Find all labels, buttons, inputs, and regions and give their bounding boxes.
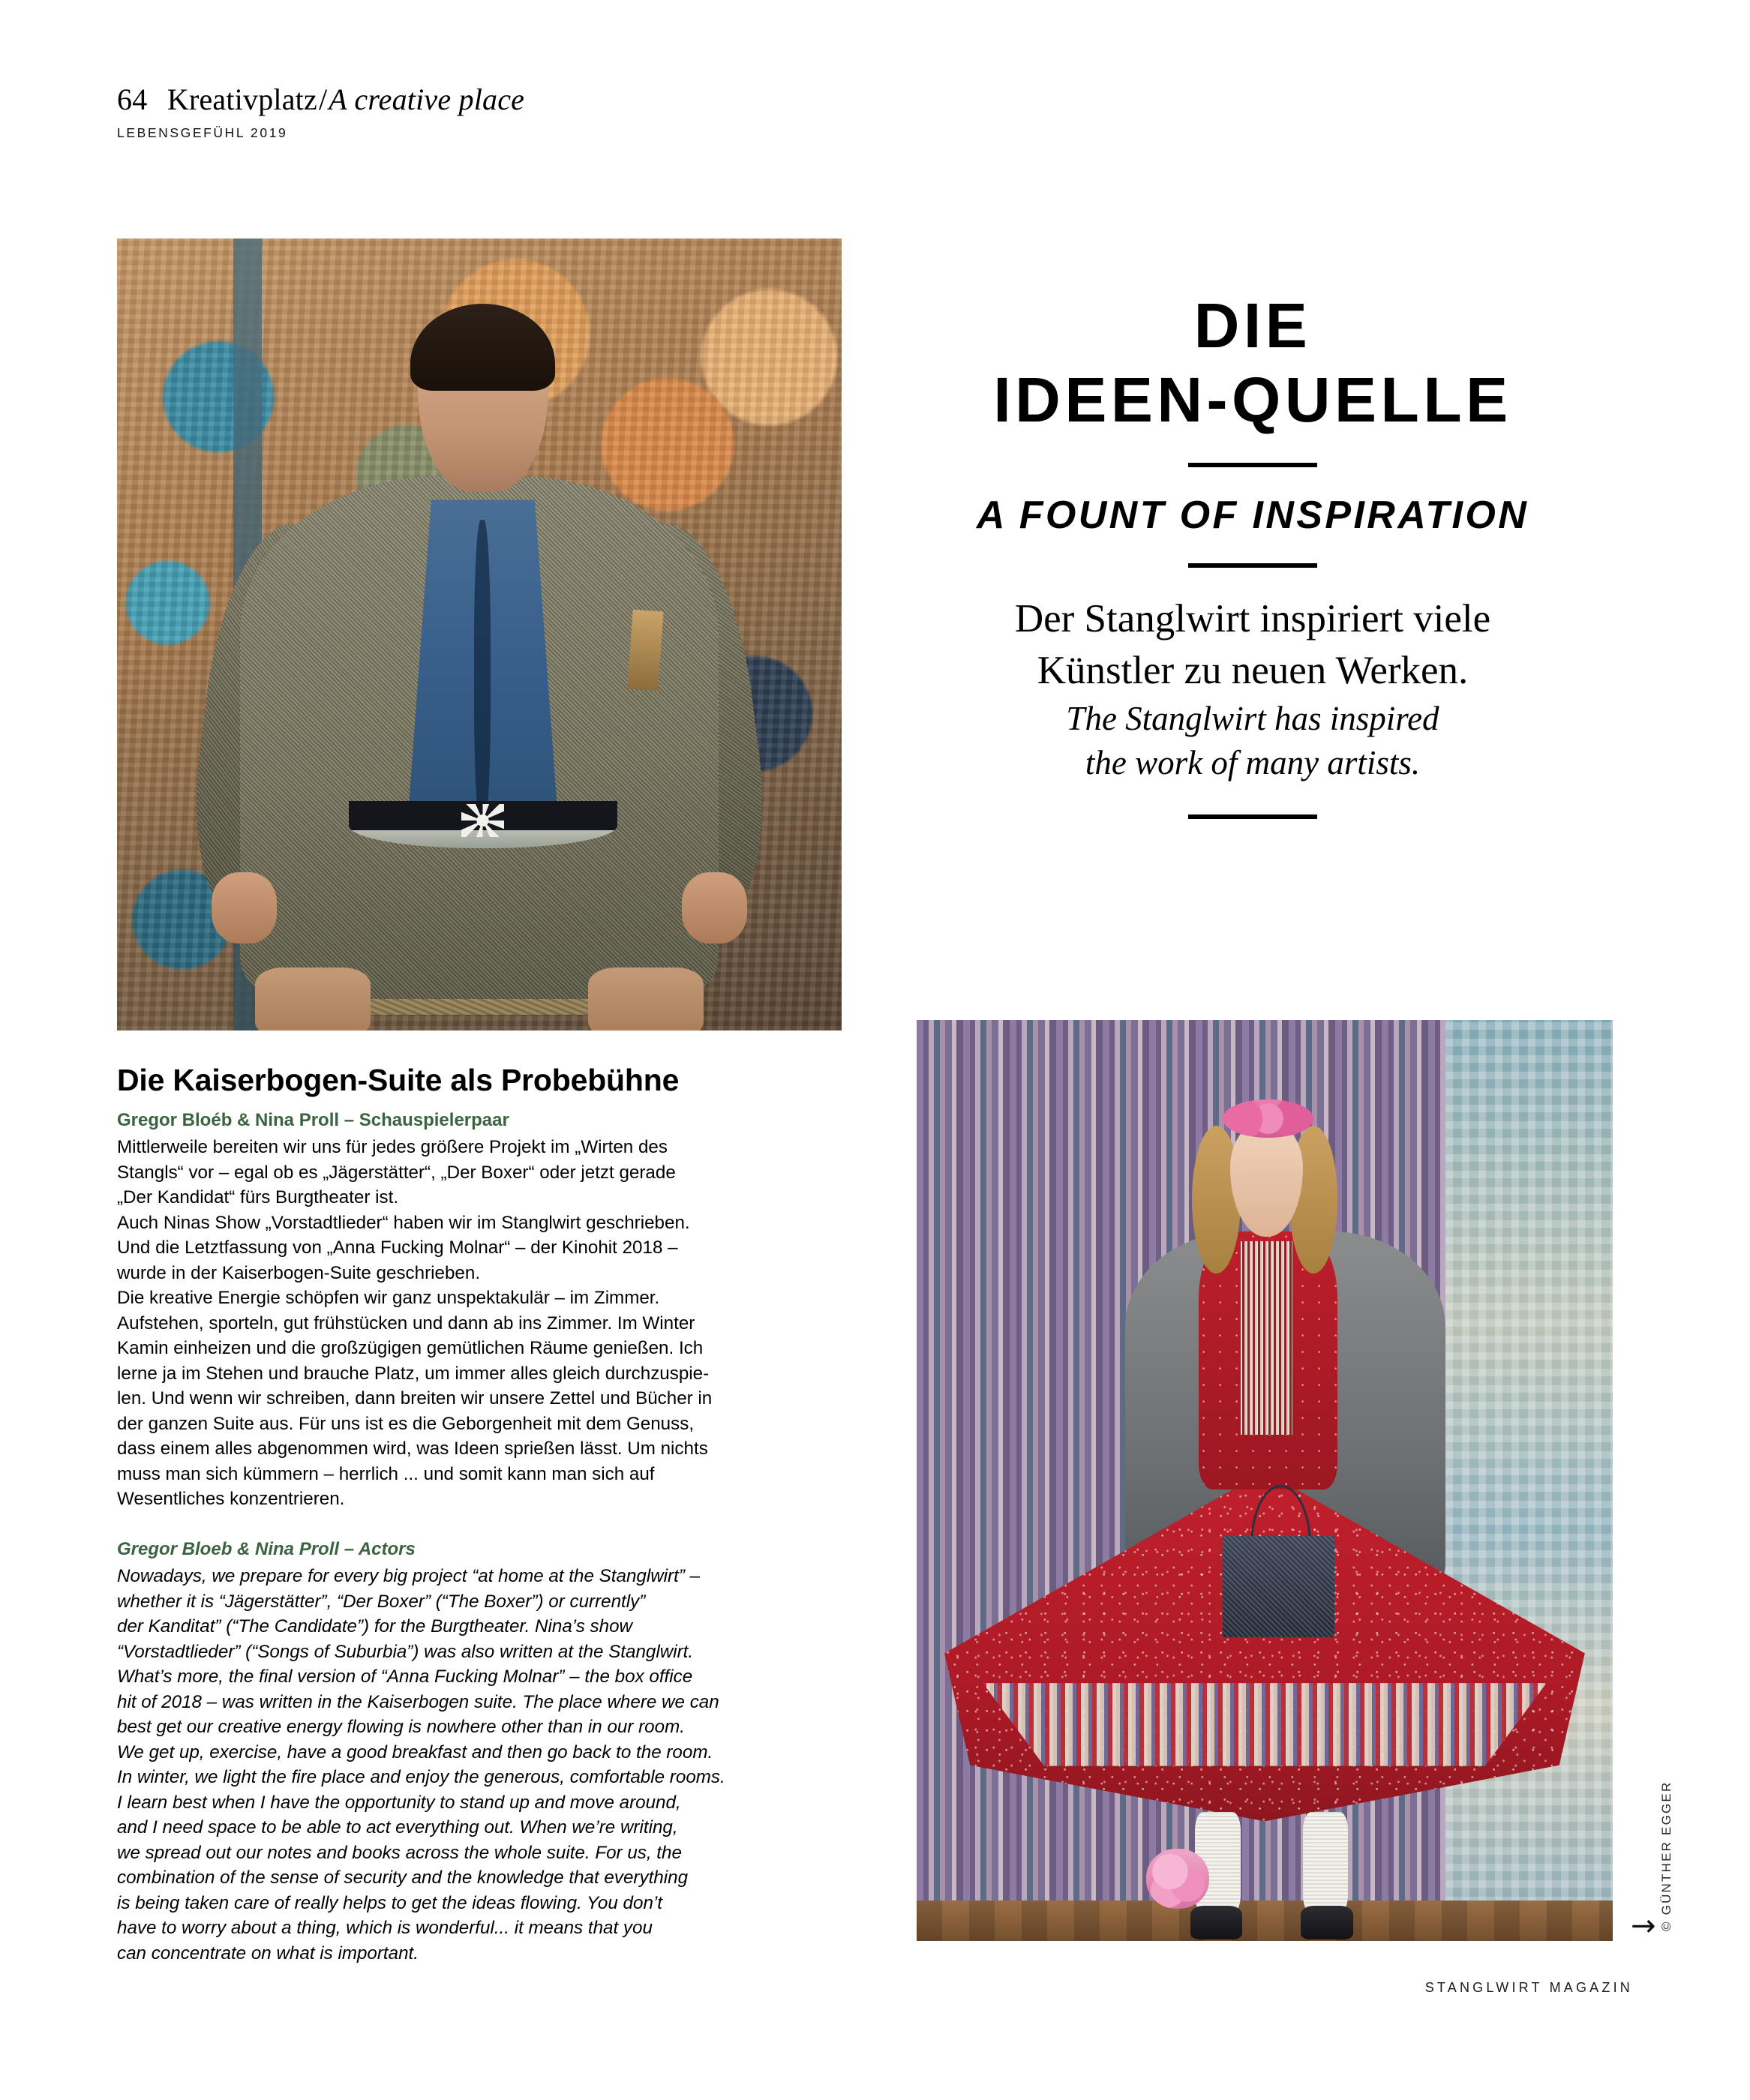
man-right-hand [682,872,747,944]
section-title-en: A creative place [329,82,525,116]
body-line: Auch Ninas Show „Vorstadtlieder“ haben wir im Stanglwirt geschrieben. [117,1212,690,1233]
hero-title-en: A FOUNT OF INSPIRATION [976,494,1529,538]
man-left-hand [212,872,277,944]
pink-pompom [1146,1849,1209,1909]
body-line: we spread out our notes and books across the whole suite. For us, the [117,1842,682,1863]
body-line: and I need space to be able to act everything out. When we’re writing, [117,1817,678,1838]
body-line: Mittlerweile bereiten wir uns für jedes größere Projekt im „Wirten des [117,1137,668,1158]
body-line: What’s more, the final version of “Anna Fucking Molnar” – the box office [117,1666,693,1688]
woman-skirt-trim [959,1683,1571,1766]
man-left-knee [255,968,371,1030]
fashion-photo-nina-proll [917,1020,1613,1941]
standfirst-en-line2: the work of many artists. [1085,743,1421,782]
body-line: „Der Kandidat“ fürs Burgtheater ist. [117,1187,399,1208]
portrait-photo-gregor-bloeb [117,238,842,1030]
body-text-german [117,1135,837,1512]
footer-magazine-name: STANGLWIRT MAGAZIN [1424,1980,1633,1995]
standfirst-de-line1: Der Stanglwirt inspiriert viele [1014,597,1491,641]
body-line: lerne ja im Stehen und brauche Platz, um immer alles gleich durchzuspie- [117,1363,710,1384]
man-embroidered-belt [349,801,617,848]
body-line: Stangls“ vor – egal ob es „Jägerstätter“, „Der Boxer“ oder jetzt gerade [117,1162,676,1183]
body-line: Wesentliches konzentrieren. [117,1489,345,1510]
man-hair [410,304,555,391]
woman-left-shoe [1190,1906,1243,1939]
next-page-arrow-icon: → [1631,1909,1656,1943]
hero-rule-top [1188,463,1317,467]
byline-german: Gregor Bloéb & Nina Proll – Schauspielerpaar [117,1109,509,1130]
body-line: combination of the sense of security and the knowledge that everything [117,1868,689,1888]
body-text-english [117,1564,837,1966]
page-number: 64 [117,82,148,116]
body-line: der Kanditat” (“The Candidate”) for the Burgtheater. Nina’s show [117,1616,633,1637]
body-line: hit of 2018 – was written in the Kaiserbogen suite. The place where we can [117,1691,719,1712]
body-line: der ganzen Suite aus. Für uns ist es die Geborgenheit mit dem Genuss, [117,1413,695,1434]
body-line: In winter, we light the fire place and enjoy the generous, comfortable rooms. [117,1767,725,1788]
body-line: dass einem alles abgenommen wird, was Ideen sprießen lässt. Um nichts [117,1438,708,1460]
body-line: have to worry about a thing, which is wonderful... it means that you [117,1918,653,1939]
body-line: is being taken care of really helps to get the ideas flowing. You don’t [117,1892,662,1913]
paragraph-spacer [117,1512,837,1538]
hero-title-de-line1: DIE [1193,290,1312,361]
body-line: can concentrate on what is important. [117,1942,419,1964]
man-denim-shirt [407,500,559,832]
title-separator: / [318,82,328,116]
man-figure [117,238,842,1030]
body-line: Und die Letztfassung von „Anna Fucking Molnar“ – der Kinohit 2018 – [117,1238,678,1258]
body-line: Die kreative Energie schöpfen wir ganz unspektakulär – im Zimmer. [117,1288,660,1309]
woman-right-sock [1303,1812,1348,1913]
body-line: We get up, exercise, have a good breakfast and then go back to the room. [117,1742,713,1762]
body-line: I learn best when I have the opportunity to stand up and move around, [117,1792,681,1813]
woman-bodice-placket [1241,1241,1293,1435]
woman-handbag [1223,1536,1334,1637]
hero-title-block [881,289,1624,819]
body-line: “Vorstadtlieder” (“Songs of Suburbia”) was also written at the Stanglwirt. [117,1641,694,1662]
man-right-knee [588,968,704,1030]
wooden-floor [917,1900,1613,1941]
byline-english: Gregor Bloeb & Nina Proll – Actors [117,1538,416,1559]
body-line: best get our creative energy flowing is nowhere other than in our room. [117,1717,685,1738]
hero-rule-middle [1188,563,1317,568]
section-title-de: Kreativplatz [167,82,317,116]
body-line: len. Und wenn wir schreiben, dann breiten wir unsere Zettel und Bücher in [117,1388,713,1409]
standfirst-de-line2: Künstler zu neuen Werken. [1037,649,1469,693]
body-line: whether it is “Jägerstätter”, “Der Boxer” (“The Boxer”) or currently” [117,1591,646,1612]
body-line: Nowadays, we prepare for every big project “at home at the Stanglwirt” – [117,1566,701,1587]
woman-right-shoe [1301,1906,1353,1939]
body-line: Aufstehen, sporteln, gut frühstücken und dann ab ins Zimmer. Im Winter [117,1312,695,1334]
photo-credit-label: © GÜNTHER EGGER [1659,1780,1673,1931]
standfirst-en-line1: The Stanglwirt has inspired [1066,700,1439,737]
hero-title-de-line2: IDEEN-QUELLE [993,364,1512,436]
body-line: muss man sich kümmern – herrlich ... und somit kann man sich auf [117,1463,655,1484]
running-head-title [117,84,867,115]
hero-rule-bottom [1188,814,1317,819]
body-line: wurde in der Kaiserbogen-Suite geschrieben. [117,1262,481,1283]
body-line: Kamin einheizen und die großzügigen gemütlichen Räume genießen. Ich [117,1338,704,1359]
man-pocket-ornament [627,610,663,691]
issue-label: LEBENSGEFÜHL 2019 [117,125,288,140]
woman-flower-crown [1223,1100,1313,1138]
photo-credit [1659,1736,1697,1931]
article-headline: Die Kaiserbogen-Suite als Probebühne [117,1063,680,1097]
article-body [117,1064,837,1966]
running-head [117,84,867,141]
